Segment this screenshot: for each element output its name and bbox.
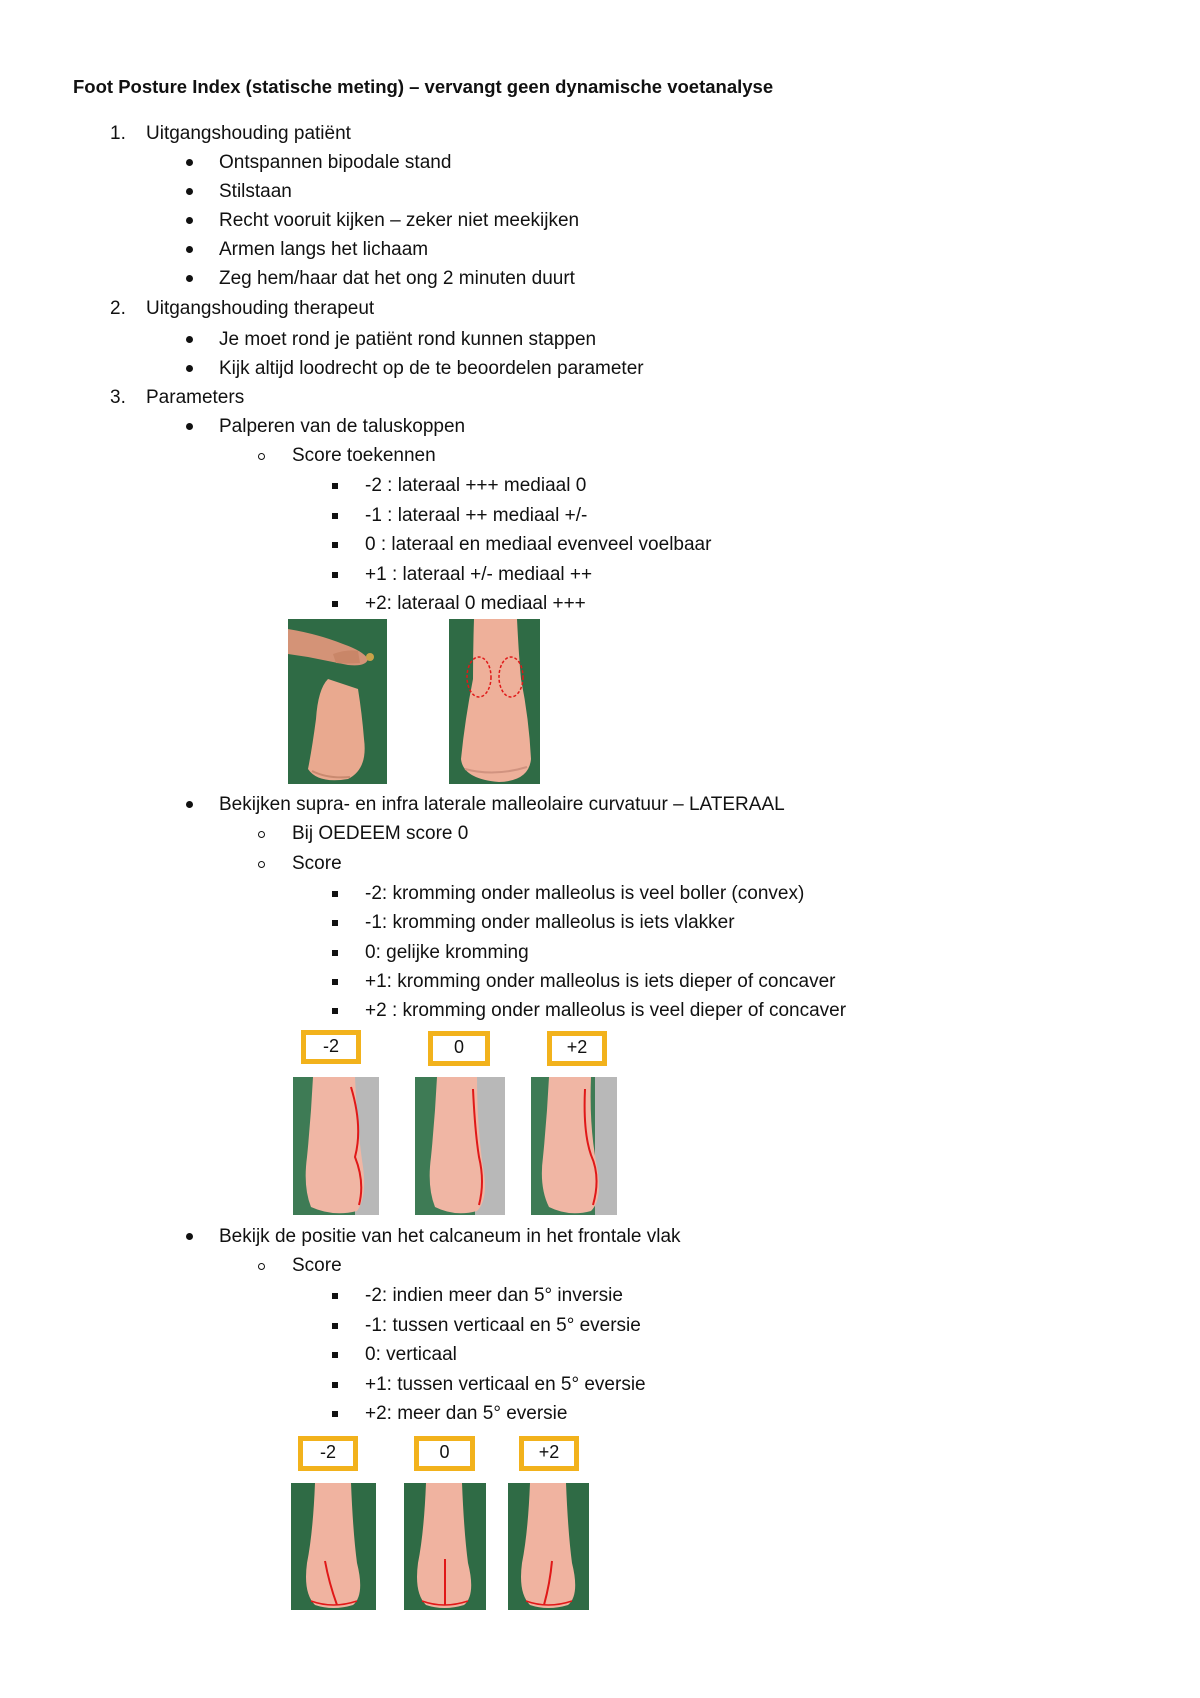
score-item: -1 : lateraal ++ mediaal +/- xyxy=(365,505,588,526)
score-item: +2: meer dan 5° eversie xyxy=(365,1403,568,1424)
square-bullet xyxy=(332,920,338,926)
score-item: +2 : kromming onder malleolus is veel dieper of concaver xyxy=(365,1000,847,1021)
square-bullet xyxy=(332,950,338,956)
square-bullet xyxy=(332,1293,338,1299)
bullet xyxy=(186,188,193,195)
circle-bullet xyxy=(258,453,265,460)
malleolar-curvature-photo xyxy=(531,1077,617,1215)
list-item: Armen langs het lichaam xyxy=(219,239,429,260)
square-bullet xyxy=(332,1008,338,1014)
score-item: +1: kromming onder malleolus is iets dieper of concaver xyxy=(365,971,836,992)
score-item: -1: kromming onder malleolus is iets vlakker xyxy=(365,912,735,933)
circle-bullet xyxy=(258,861,265,868)
malleolar-curvature-photo xyxy=(415,1077,505,1215)
list-item: Ontspannen bipodale stand xyxy=(219,152,452,173)
circle-bullet xyxy=(258,1263,265,1270)
talus-heads-marked-photo xyxy=(449,619,540,784)
bullet xyxy=(186,217,193,224)
score-box: +2 xyxy=(519,1436,579,1471)
square-bullet xyxy=(332,891,338,897)
bullet xyxy=(186,1233,193,1240)
talus-palpation-photo xyxy=(288,619,387,784)
score-item: 0: gelijke kromming xyxy=(365,942,529,963)
bullet xyxy=(186,365,193,372)
param-label: Palperen van de taluskoppen xyxy=(219,416,466,437)
calcaneus-position-photo xyxy=(508,1483,589,1610)
section-heading: Uitgangshouding patiënt xyxy=(146,123,351,144)
bullet xyxy=(186,801,193,808)
square-bullet xyxy=(332,1411,338,1417)
bullet xyxy=(186,336,193,343)
score-item: -2: indien meer dan 5° inversie xyxy=(365,1285,623,1306)
square-bullet xyxy=(332,572,338,578)
list-item: Recht vooruit kijken – zeker niet meekijken xyxy=(219,210,580,231)
section-heading: Parameters xyxy=(146,387,245,408)
square-bullet xyxy=(332,1323,338,1329)
bullet xyxy=(186,423,193,430)
sub-item: Score toekennen xyxy=(292,445,436,466)
list-item: Zeg hem/haar dat het ong 2 minuten duurt xyxy=(219,268,575,289)
score-box: -2 xyxy=(298,1436,358,1471)
list-item: Stilstaan xyxy=(219,181,292,202)
sub-item: Score xyxy=(292,853,342,874)
score-box: -2 xyxy=(301,1030,361,1064)
score-item: +1 : lateraal +/- mediaal ++ xyxy=(365,564,593,585)
score-item: 0 : lateraal en mediaal evenveel voelbaar xyxy=(365,534,712,555)
score-box: 0 xyxy=(428,1031,490,1066)
square-bullet xyxy=(332,483,338,489)
bullet xyxy=(186,159,193,166)
score-item: -1: tussen verticaal en 5° eversie xyxy=(365,1315,641,1336)
calcaneus-position-photo xyxy=(291,1483,376,1610)
square-bullet xyxy=(332,979,338,985)
score-item: -2: kromming onder malleolus is veel boller (convex) xyxy=(365,883,805,904)
section-number: 1. xyxy=(110,123,126,144)
score-box: 0 xyxy=(414,1436,475,1471)
square-bullet xyxy=(332,1352,338,1358)
score-box: +2 xyxy=(547,1031,607,1066)
circle-bullet xyxy=(258,831,265,838)
param-label: Bekijken supra- en infra laterale malleolaire curvatuur – LATERAAL xyxy=(219,794,785,815)
list-item: Je moet rond je patiënt rond kunnen stappen xyxy=(219,329,597,350)
score-item: 0: verticaal xyxy=(365,1344,457,1365)
sub-item: Score xyxy=(292,1255,342,1276)
score-item: -2 : lateraal +++ mediaal 0 xyxy=(365,475,587,496)
square-bullet xyxy=(332,601,338,607)
section-heading: Uitgangshouding therapeut xyxy=(146,298,375,319)
sub-item: Bij OEDEEM score 0 xyxy=(292,823,469,844)
malleolar-curvature-photo xyxy=(293,1077,379,1215)
calcaneus-position-photo xyxy=(404,1483,486,1610)
square-bullet xyxy=(332,542,338,548)
bullet xyxy=(186,275,193,282)
section-number: 2. xyxy=(110,298,126,319)
param-label: Bekijk de positie van het calcaneum in het frontale vlak xyxy=(219,1226,681,1247)
square-bullet xyxy=(332,513,338,519)
square-bullet xyxy=(332,1382,338,1388)
bullet xyxy=(186,246,193,253)
page-title: Foot Posture Index (statische meting) – vervangt geen dynamische voetanalyse xyxy=(73,76,774,97)
list-item: Kijk altijd loodrecht op de te beoordelen parameter xyxy=(219,358,644,379)
score-item: +1: tussen verticaal en 5° eversie xyxy=(365,1374,646,1395)
section-number: 3. xyxy=(110,387,126,408)
score-item: +2: lateraal 0 mediaal +++ xyxy=(365,593,586,614)
